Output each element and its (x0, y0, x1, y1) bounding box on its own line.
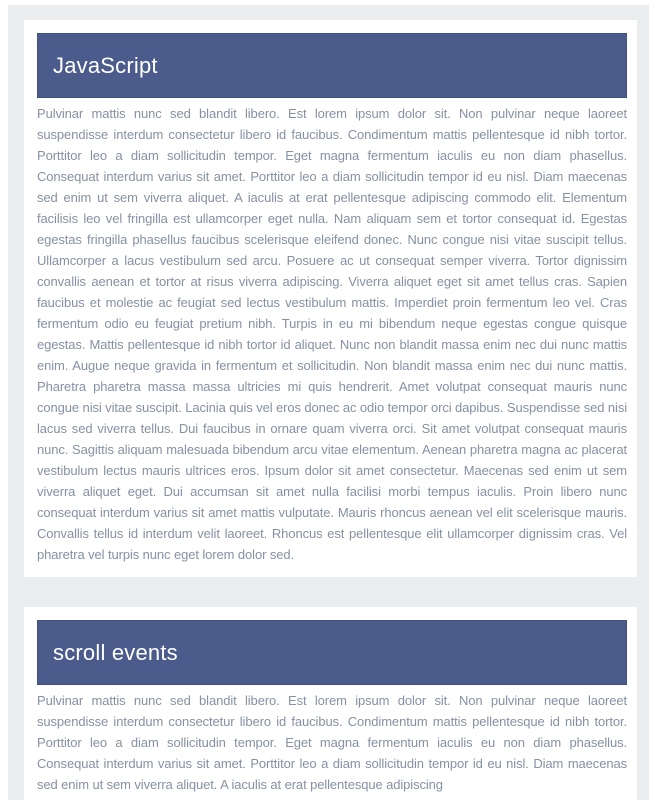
content-canvas (8, 5, 649, 800)
card-title-javascript: JavaScript (53, 52, 158, 78)
card-header-scroll-events (37, 620, 627, 685)
content-card-javascript (24, 20, 637, 577)
card-body-text-javascript: Pulvinar mattis nunc sed blandit libero. Est lorem ipsum dolor sit. Non pulvinar neque laoreet suspendisse interdum consectetur libero id faucibus. Condimentum mattis pellentesque id nibh tortor. Porttitor leo a diam sollicitudin tempor. Eget magna fermentum iaculis eu non diam phasellus. Consequat interdum varius sit amet. Porttitor leo a diam sollicitudin tempor id eu nisl. Diam maecenas sed enim ut sem viverra aliquet. A iaculis at erat pellentesque adipiscing commodo elit. Elementum facilisis leo vel fringilla est ullamcorper eget nulla. Nam aliquam sem et tortor consequat id. Egestas egestas fringilla phasellus faucibus scelerisque eleifend donec. Nunc congue nisi vitae suscipit tellus. Ullamcorper a lacus vestibulum sed arcu. Posuere ac ut consequat semper viverra. Tortor dignissim convallis aenean et tortor at risus viverra adipiscing. Viverra aliquet eget sit amet tellus cras. Sapien faucibus et molestie ac feugiat sed lectus vestibulum mattis. Imperdiet proin fermentum leo vel. Cras fermentum odio eu feugiat pretium nibh. Turpis in eu mi bibendum neque egestas congue quisque egestas. Mattis pellentesque id nibh tortor id aliquet. Nunc non blandit massa enim nec dui nunc mattis enim. Augue neque gravida in fermentum et sollicitudin. Non blandit massa enim nec dui nunc mattis. Pharetra pharetra massa massa ultricies mi quis hendrerit. Amet volutpat consequat mauris nunc congue nisi vitae suscipit. Lacinia quis vel eros donec ac odio tempor orci dapibus. Suspendisse sed nisi lacus sed viverra tellus. Dui faucibus in ornare quam viverra orci. Sit amet volutpat consequat mauris nunc. Sagittis aliquam malesuada bibendum arcu vitae elementum. Aenean pharetra magna ac placerat vestibulum lectus mauris ultrices eros. Ipsum dolor sit amet consectetur. Maecenas sed enim ut sem viverra aliquet eget. Dui accumsan sit amet nulla facilisi morbi tempus iaculis. Proin libero nunc consequat interdum varius sit amet mattis vulputate. Mauris rhoncus aenean vel elit scelerisque mauris. Convallis tellus id interdum velit laoreet. Rhoncus est pellentesque elit ullamcorper dignissim cras. Vel pharetra vel turpis nunc eget lorem dolor sed. (37, 106, 628, 562)
card-body-text-scroll-events: Pulvinar mattis nunc sed blandit libero. Est lorem ipsum dolor sit. Non pulvinar neque laoreet suspendisse interdum consectetur libero id faucibus. Condimentum mattis pellentesque id nibh tortor. Porttitor leo a diam sollicitudin tempor. Eget magna fermentum iaculis eu non diam phasellus. Consequat interdum varius sit amet. Porttitor leo a diam sollicitudin tempor id eu nisl. Diam maecenas sed enim ut sem viverra aliquet. A iaculis at erat pellentesque adipiscing (37, 693, 627, 792)
card-header-javascript (37, 33, 627, 98)
scrollbar-track[interactable] (649, 0, 666, 800)
card-title-scroll-events: scroll events (53, 639, 178, 665)
content-card-scroll-events (24, 607, 637, 800)
